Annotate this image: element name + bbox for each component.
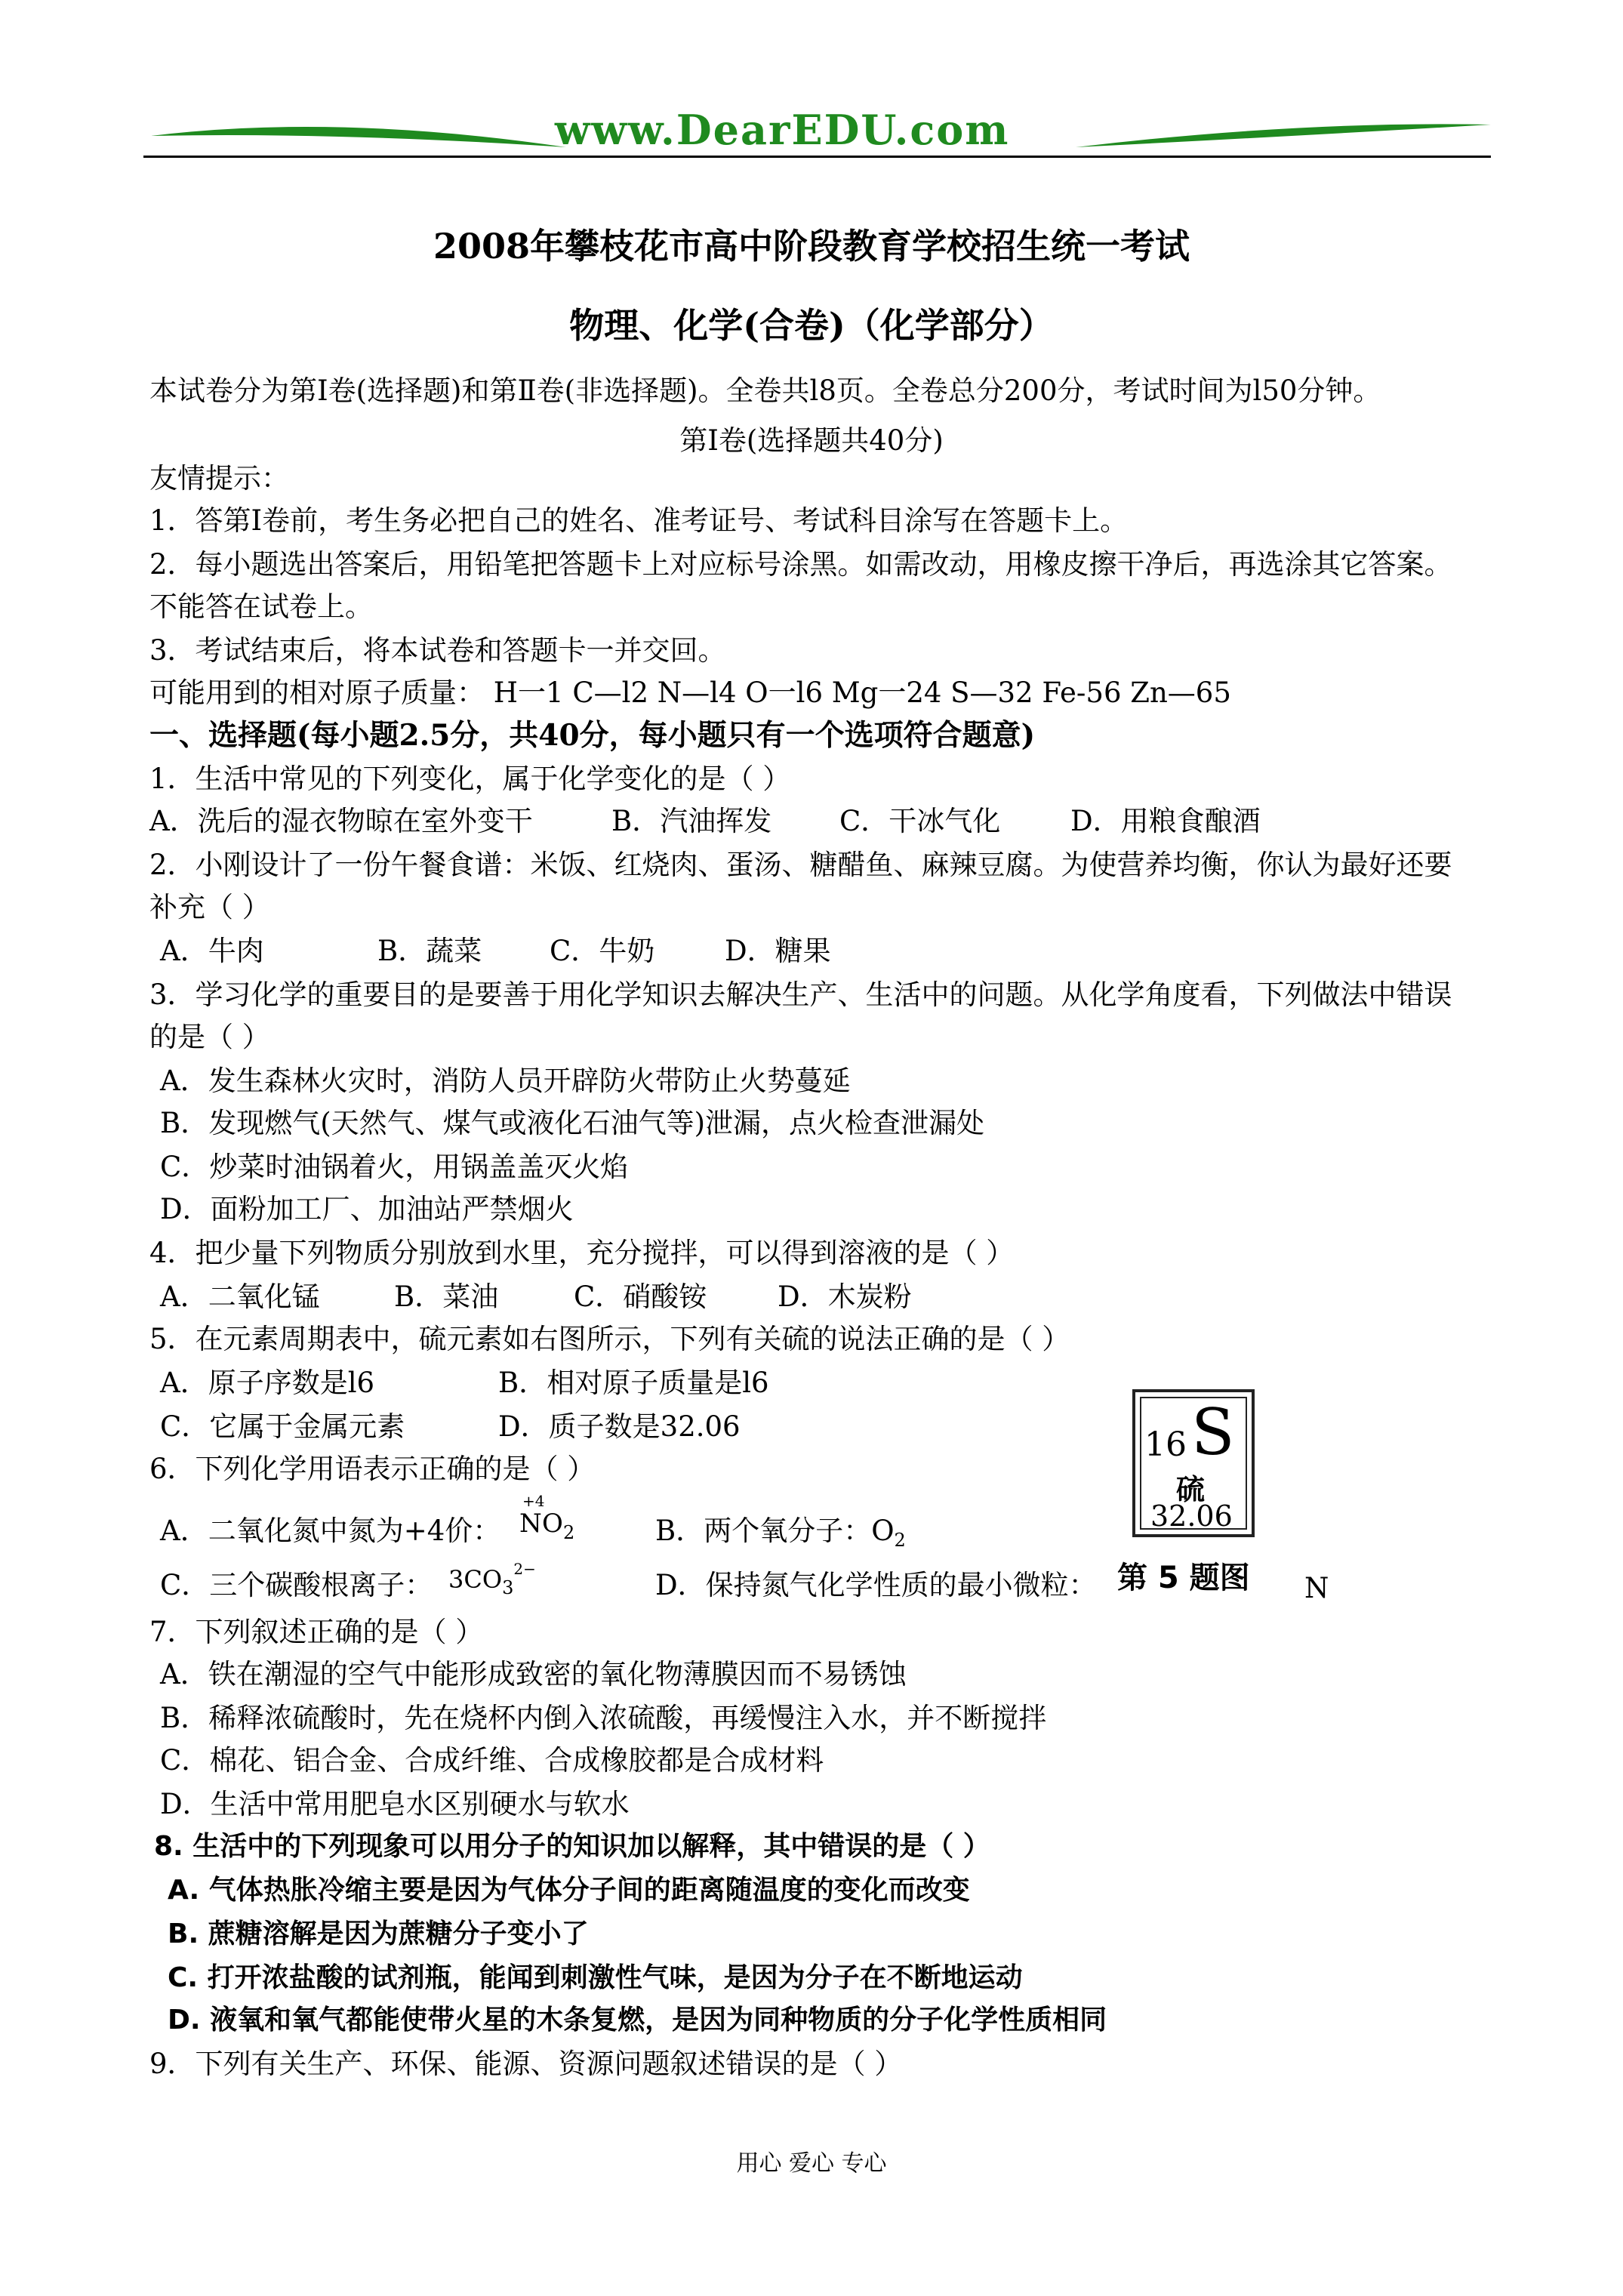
section1-heading: 一、选择题(每小题2.5分，共40分，每小题只有一个选项符合题意) [149, 718, 1036, 753]
charge-label: +4 [522, 1492, 545, 1510]
nitrogen-symbol: N [519, 1509, 542, 1539]
q6-option-a[interactable] [160, 1515, 500, 1548]
q1-option-d[interactable]: D．用粮食酿酒 [1070, 805, 1261, 837]
q9-stem: 9．下列有关生产、环保、能源、资源问题叙述错误的是（ ） [149, 2048, 903, 2080]
q5-stem: 5．在元素周期表中，硫元素如右图所示，下列有关硫的说法正确的是（ ） [149, 1323, 1070, 1355]
logo-swoosh-left-icon [147, 113, 570, 159]
q6-option-d-answer: N [1304, 1572, 1329, 1604]
q8-stem: 8. 生活中的下列现象可以用分子的知识加以解释，其中错误的是（ ） [154, 1831, 990, 1862]
q6-option-b[interactable]: B．两个氧分子：$O_2$ [655, 1515, 906, 1551]
q7-option-a[interactable]: A．铁在潮湿的空气中能形成致密的氧化物薄膜因而不易锈蚀 [160, 1658, 907, 1690]
q4-option-d[interactable]: D．木炭粉 [778, 1281, 912, 1313]
atomic-number: 16 [1144, 1425, 1187, 1464]
tip-item: 2．每小题选出答案后，用铅笔把答题卡上对应标号涂黑。如需改动，用橡皮擦干净后，再选涂其它答案。 [149, 548, 1452, 581]
q1-option-c[interactable]: C．干冰气化 [839, 805, 1001, 837]
logo-text: www.DearEDU.com [555, 106, 1010, 154]
element-name: 硫 [1176, 1472, 1206, 1506]
q5-option-a[interactable]: A．原子序数是l6 [160, 1367, 375, 1399]
exam-title: 2008年攀枝花市高中阶段教育学校招生统一考试 [433, 226, 1190, 267]
q5-option-c[interactable]: C．它属于金属元素 [160, 1410, 405, 1443]
nitrogen-dioxide-formula [519, 1492, 610, 1552]
q6-option-a-text: A．二氧化氮中氮为+4价： [160, 1515, 501, 1547]
tip-item: 不能答在试卷上。 [149, 590, 373, 623]
q3-option-c[interactable]: C．炒菜时油锅着火，用锅盖盖灭火焰 [160, 1151, 629, 1183]
page-footer: 用心 爱心 专心 [736, 2150, 887, 2177]
atomic-masses: 可能用到的相对原子质量： H一1 C—l2 N—l4 O一l6 Mg一24 S—32 Fe-56 Zn—65 [149, 676, 1231, 709]
oxygen-subscript: 2 [563, 1522, 575, 1543]
q7-option-d[interactable]: D．生活中常用肥皂水区别硬水与软水 [160, 1788, 630, 1820]
header-rule [143, 156, 1491, 158]
oxygen-symbol: O [542, 1509, 563, 1539]
q6-stem: 6．下列化学用语表示正确的是（ ） [149, 1453, 596, 1485]
tips-heading: 友情提示： [149, 462, 289, 495]
tip-item: 3．考试结束后，将本试卷和答题卡一并交回。 [149, 634, 726, 667]
q6-option-c[interactable]: C．三个碳酸根离子： [160, 1569, 433, 1601]
q4-option-c[interactable]: C．硝酸铵 [574, 1281, 707, 1313]
q7-stem: 7．下列叙述正确的是（ ） [149, 1616, 484, 1648]
q4-stem: 4．把少量下列物质分别放到水里，充分搅拌，可以得到溶液的是（ ） [149, 1237, 1015, 1269]
q8-option-c[interactable]: C. 打开浓盐酸的试剂瓶，能闻到刺激性气味，是因为分子在不断地运动 [168, 1962, 1023, 1993]
intro-text: 本试卷分为第Ⅰ卷(选择题)和第Ⅱ卷(非选择题)。全卷共l8页。全卷总分200分，考试时间为l50分钟。 [149, 374, 1381, 407]
q3-stem: 3．学习化学的重要目的是要善于用化学知识去解决生产、生活中的问题。从化学角度看，下列做法中错误 [149, 978, 1452, 1011]
q2-option-b[interactable]: B．蔬菜 [377, 935, 482, 967]
q5-option-b[interactable]: B．相对原子质量是l6 [498, 1367, 769, 1399]
q2-stem-cont: 补充（ ） [149, 891, 270, 923]
q7-option-b[interactable]: B．稀释浓硫酸时，先在烧杯内倒入浓硫酸，再缓慢注入水，并不断搅拌 [160, 1702, 1047, 1734]
atomic-mass: 32.06 [1150, 1499, 1233, 1533]
exam-subtitle: 物理、化学(合卷)（化学部分） [569, 305, 1054, 346]
element-symbol: S [1191, 1395, 1235, 1469]
figure-caption: 第 5 题图 [1117, 1561, 1250, 1595]
q2-option-c[interactable]: C．牛奶 [550, 935, 655, 967]
q6-option-d[interactable]: D．保持氮气化学性质的最小微粒： [655, 1569, 1097, 1601]
q3-option-a[interactable]: A．发生森林火灾时，消防人员开辟防火带防止火势蔓延 [160, 1065, 851, 1097]
q3-stem-cont: 的是（ ） [149, 1021, 270, 1053]
q8-option-b[interactable]: B. 蔗糖溶解是因为蔗糖分子变小了 [168, 1918, 589, 1949]
q1-option-b[interactable]: B．汽油挥发 [611, 805, 772, 837]
q4-option-b[interactable]: B．菜油 [394, 1281, 499, 1313]
q1-option-a[interactable]: A．洗后的湿衣物晾在室外变干 [149, 805, 533, 837]
q2-option-a[interactable]: A．牛肉 [160, 935, 264, 967]
q3-option-d[interactable]: D．面粉加工厂、加油站严禁烟火 [160, 1193, 574, 1225]
q7-option-c[interactable]: C．棉花、铝合金、合成纤维、合成橡胶都是合成材料 [160, 1744, 824, 1777]
q8-option-a[interactable]: A. 气体热胀冷缩主要是因为气体分子间的距离随温度的变化而改变 [168, 1875, 970, 1906]
sulfur-element-card [1132, 1389, 1255, 1537]
logo-swoosh-right-icon [1072, 113, 1495, 159]
q4-option-a[interactable]: A．二氧化锰 [160, 1281, 320, 1313]
carbonate-ion-formula: $3CO_3^{2-}$ [448, 1560, 536, 1598]
q2-stem: 2．小刚设计了一份午餐食谱：米饭、红烧肉、蛋汤、糖醋鱼、麻辣豆腐。为使营养均衡，你认为最好还要 [149, 849, 1452, 881]
q8-option-d[interactable]: D. 液氧和氧气都能使带火星的木条复燃，是因为同种物质的分子化学性质相同 [168, 2005, 1107, 2036]
q2-option-d[interactable]: D．糖果 [725, 935, 831, 967]
tip-item: 1．答第Ⅰ卷前，考生务必把自己的姓名、准考证号、考试科目涂写在答题卡上。 [149, 504, 1129, 537]
q3-option-b[interactable]: B．发现燃气(天然气、煤气或液化石油气等)泄漏，点火检查泄漏处 [160, 1107, 985, 1139]
q5-option-d[interactable]: D．质子数是32.06 [498, 1410, 741, 1443]
q1-stem: 1．生活中常见的下列变化，属于化学变化的是（ ） [149, 763, 791, 795]
volume-heading: 第Ⅰ卷(选择题共40分) [679, 424, 944, 457]
